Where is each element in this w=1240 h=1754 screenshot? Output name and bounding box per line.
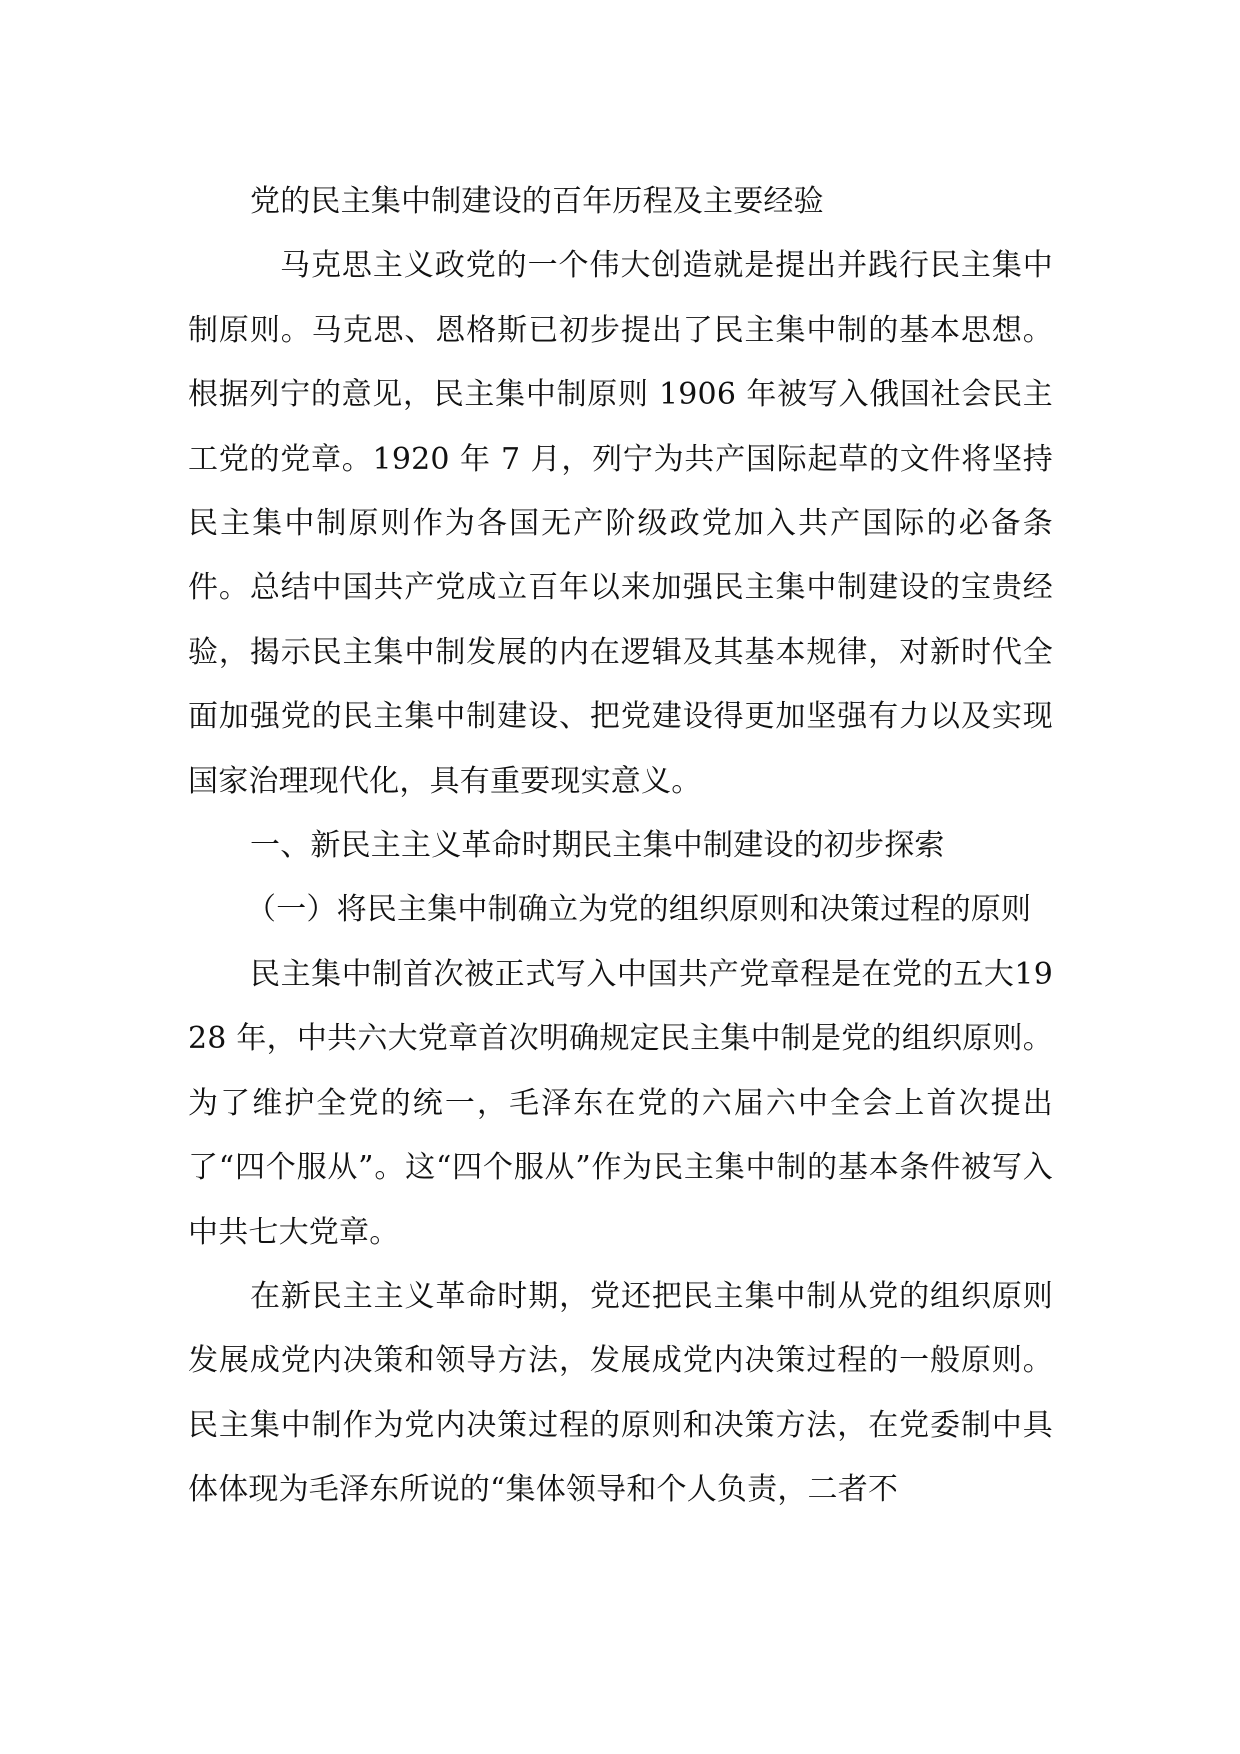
body-paragraph: 民主集中制首次被正式写入中国共产党章程是在党的五大1928 年，中共六大党章首次明确规定民主集中制是党的组织原则。为了维护全党的统一，毛泽东在党的六届六中全会上首次提出了“四个服从”。这“四个服从”作为民主集中制的基本条件被写入中共七大党章。 (188, 956, 1053, 1250)
document-title: 党的民主集中制建设的百年历程及主要经验 (250, 184, 824, 219)
subsection-heading: （一）将民主集中制确立为党的组织原则和决策过程的原则 (246, 892, 1032, 928)
section-heading: 一、新民主主义革命时期民主集中制建设的初步探索 (250, 828, 945, 864)
intro-paragraph: 马克思主义政党的一个伟大创造就是提出并践行民主集中制原则。马克思、恩格斯已初步提出了民主集中制的基本思想。根据列宁的意见，民主集中制原则 1906 年被写入俄国社会民主工党的党章。1920 年 7 月，列宁为共产国际起草的文件将坚持民主集中制原则作为各国无产阶级政党加入共产国际的必备条件。总结中国共产党成立百年以来加强民主集中制建设的宝贵经验，揭示民主集中制发展的内在逻辑及其基本规律，对新时代全面加强党的民主集中制建设、把党建设得更加坚强有力以及实现国家治理现代化，具有重要现实意义。 (188, 248, 1053, 799)
document-body (188, 170, 1053, 1523)
body-paragraph: 在新民主主义革命时期，党还把民主集中制从党的组织原则发展成党内决策和领导方法，发展成党内决策过程的一般原则。民主集中制作为党内决策过程的原则和决策方法，在党委制中具体体现为毛泽东所说的“集体领导和个人负责，二者不 (188, 1278, 1053, 1508)
